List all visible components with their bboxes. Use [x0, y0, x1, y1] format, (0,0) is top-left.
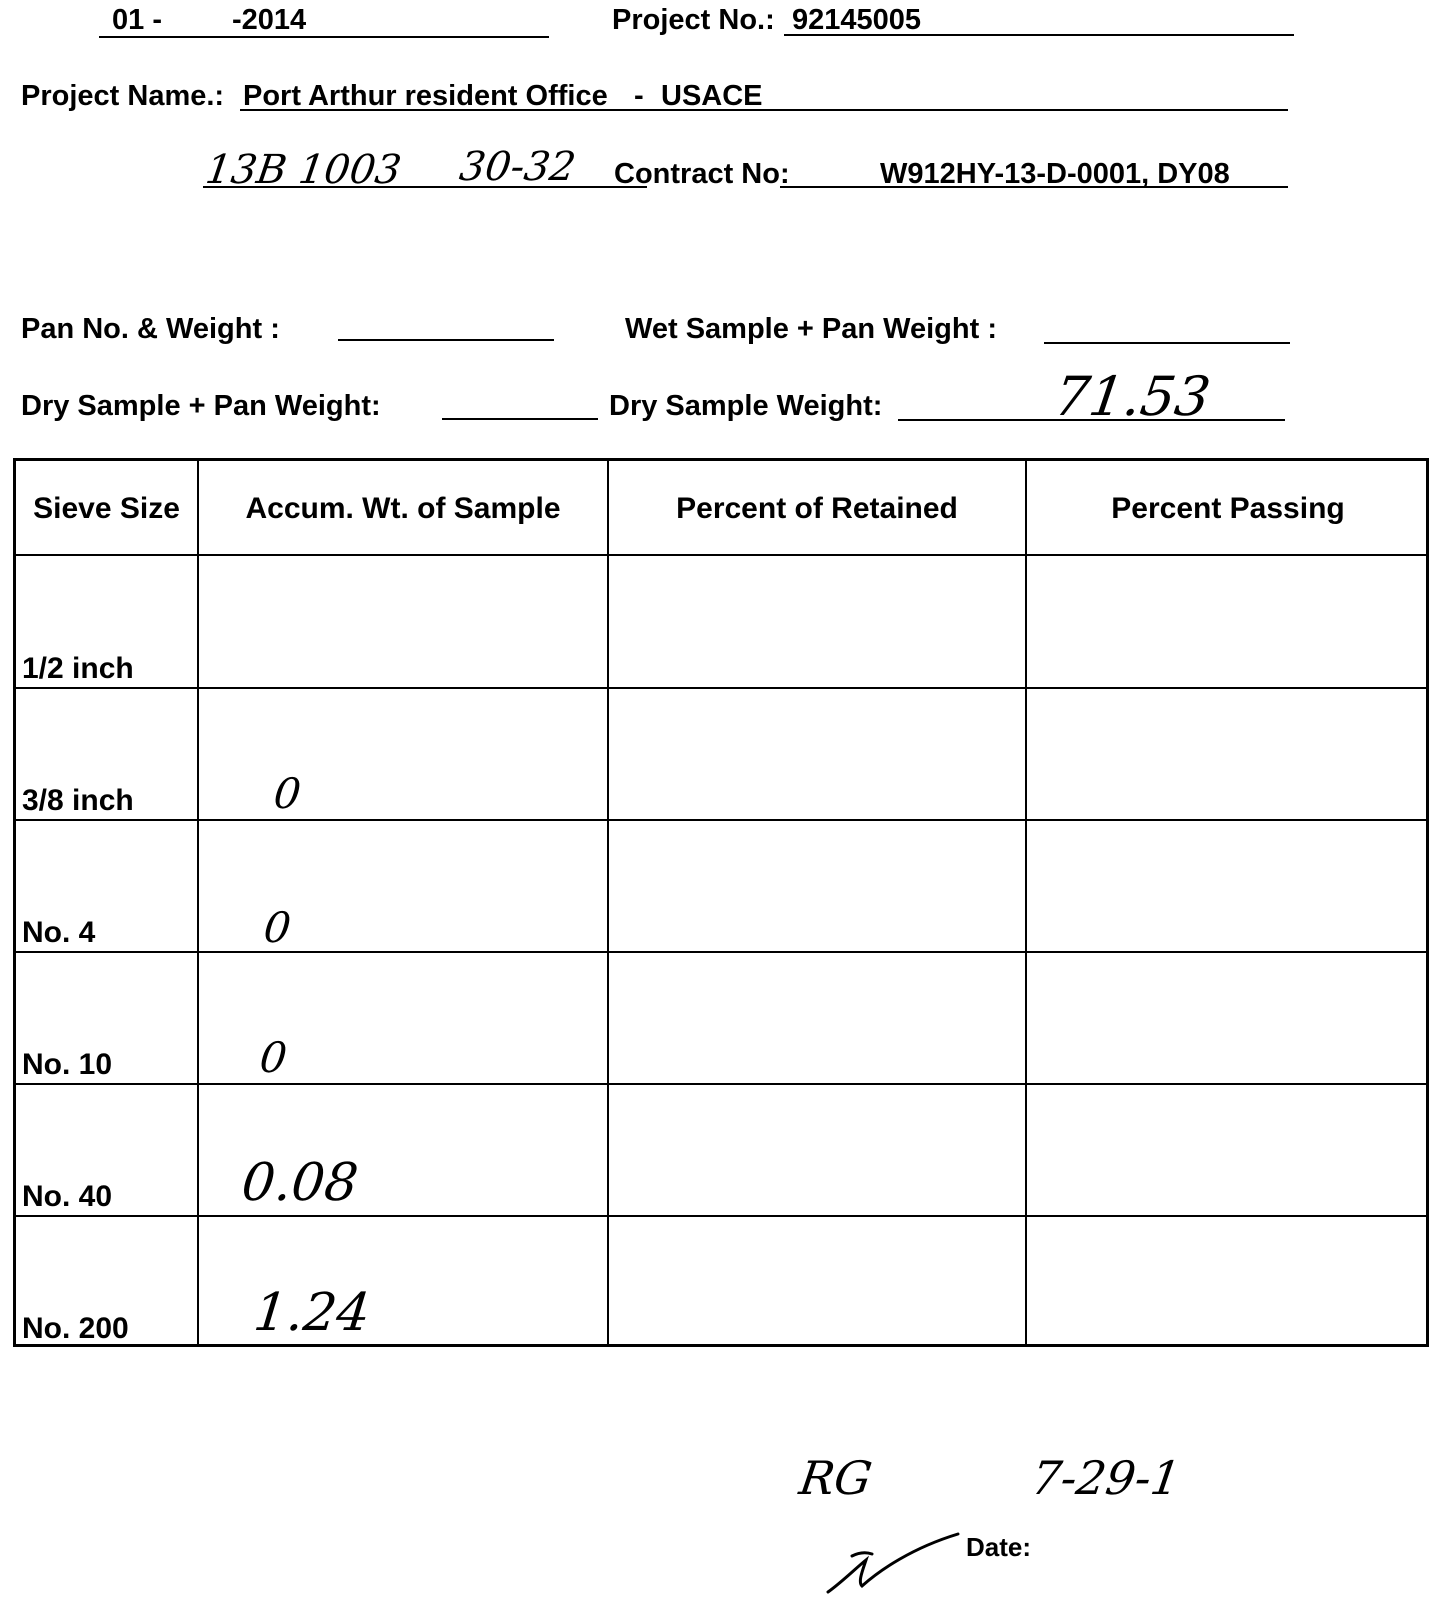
project-no-label: Project No.: [612, 4, 775, 36]
col-divider-2 [607, 461, 609, 1344]
wet-sample-label: Wet Sample + Pan Weight : [625, 313, 997, 345]
col-divider-1 [197, 461, 199, 1344]
initials-handwritten: RG [796, 1451, 876, 1505]
signature-mark [822, 1530, 962, 1600]
contract-no-line [780, 186, 1288, 188]
project-no-line [784, 34, 1294, 36]
project-name-org: USACE [661, 80, 763, 112]
pan-weight-label: Pan No. & Weight : [21, 313, 280, 345]
row-divider-2 [16, 819, 1426, 821]
date-prefix: 01 - [112, 4, 162, 36]
depth-handwritten: 30-32 [456, 144, 579, 190]
boring-id-handwritten: 13B 1003 [202, 147, 405, 193]
row-divider-3 [16, 951, 1426, 953]
sieve-label-row-6: No. 200 [22, 1312, 129, 1345]
accum-wt-row-6: 1.24 [250, 1283, 373, 1343]
project-name-label: Project Name.: [21, 80, 225, 112]
pan-weight-line [338, 339, 554, 341]
project-name-value: Port Arthur resident Office [243, 80, 608, 112]
dry-sample-pan-label: Dry Sample + Pan Weight: [21, 390, 381, 422]
header-accum-wt: Accum. Wt. of Sample [245, 491, 561, 525]
sieve-label-row-1: 1/2 inch [22, 652, 134, 685]
header-percent-passing: Percent Passing [1111, 491, 1345, 525]
project-name-line [240, 109, 1288, 111]
row-divider-4 [16, 1083, 1426, 1085]
date-suffix: -2014 [232, 4, 307, 36]
sieve-label-row-5: No. 40 [22, 1180, 113, 1213]
sieve-label-row-3: No. 4 [22, 916, 96, 949]
row-divider-5 [16, 1215, 1426, 1217]
dry-sample-weight-value: 71.53 [1050, 365, 1215, 428]
header-sieve-size: Sieve Size [33, 491, 180, 525]
date-label: Date: [966, 1532, 1032, 1562]
wet-sample-line [1044, 342, 1290, 344]
accum-wt-row-5: 0.08 [238, 1153, 361, 1213]
accum-wt-row-4: 0 [257, 1033, 290, 1082]
accum-wt-row-2: 0 [271, 769, 304, 818]
project-no-value: 92145005 [792, 4, 922, 36]
date-line [99, 36, 549, 38]
dry-sample-weight-label: Dry Sample Weight: [609, 390, 883, 422]
contract-no-value: W912HY-13-D-0001, DY08 [880, 158, 1230, 190]
boring-line [203, 186, 647, 188]
accum-wt-row-3: 0 [261, 903, 294, 952]
project-name-dash: - [634, 80, 644, 112]
header-percent-retained: Percent of Retained [676, 491, 958, 525]
sieve-table [13, 458, 1429, 1347]
row-divider-1 [16, 687, 1426, 689]
sieve-label-row-4: No. 10 [22, 1048, 113, 1081]
date-handwritten: 7-29-1 [1028, 1451, 1184, 1505]
sieve-label-row-2: 3/8 inch [22, 784, 134, 817]
col-divider-3 [1025, 461, 1027, 1344]
contract-no-label: Contract No: [614, 158, 790, 190]
dry-sample-pan-line [442, 418, 598, 420]
